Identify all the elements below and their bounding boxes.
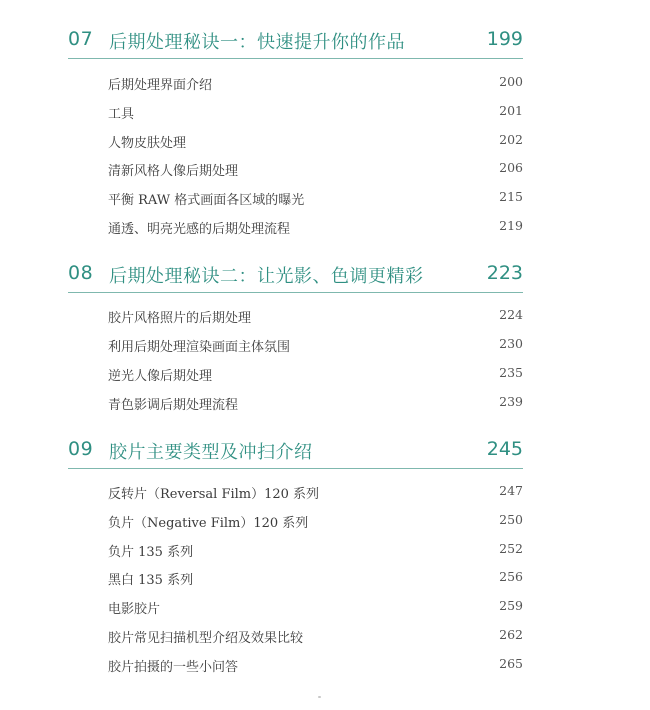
toc-entry-title: 负片（Negative Film）120 系列 (108, 516, 309, 531)
chapter-page-number: 223 (486, 262, 523, 284)
toc-entry[interactable] (108, 160, 523, 180)
chapter-title: 胶片主要类型及冲扫介绍 (109, 442, 313, 463)
toc-entry[interactable] (108, 218, 523, 238)
chapter-title: 后期处理秘诀二：让光影、色调更精彩 (109, 266, 424, 287)
toc-entry-page: 202 (499, 132, 523, 147)
toc-entry[interactable] (108, 394, 523, 414)
toc-entry-page: 265 (499, 656, 523, 671)
toc-entry-page: 200 (499, 74, 523, 89)
toc-entry-title: 负片 135 系列 (108, 545, 194, 560)
toc-entry-page: 250 (499, 512, 523, 527)
toc-entry-title: 逆光人像后期处理 (108, 369, 213, 384)
chapter-page-number: 245 (486, 438, 523, 460)
toc-entry[interactable] (108, 569, 523, 589)
toc-entry-page: 201 (499, 103, 523, 118)
toc-entry-title: 胶片风格照片的后期处理 (108, 311, 252, 326)
chapter-header[interactable] (68, 258, 523, 293)
toc-entry-title: 胶片常见扫描机型介绍及效果比较 (108, 631, 304, 646)
toc-entry-page: 256 (499, 569, 523, 584)
chapter-title: 后期处理秘诀一：快速提升你的作品 (109, 32, 405, 53)
toc-entry[interactable] (108, 74, 523, 94)
toc-entry[interactable] (108, 189, 523, 209)
toc-entry[interactable] (108, 365, 523, 385)
toc-entry-page: 239 (499, 394, 523, 409)
toc-entry-title: 人物皮肤处理 (108, 136, 187, 151)
toc-entry-title: 青色影调后期处理流程 (108, 398, 239, 413)
chapter-header[interactable] (68, 434, 523, 469)
toc-entry-page: 230 (499, 336, 523, 351)
toc-entry-title: 清新风格人像后期处理 (108, 164, 239, 179)
toc-entry-title: 电影胶片 (108, 602, 161, 617)
toc-entry[interactable] (108, 103, 523, 123)
toc-entry-page: 206 (499, 160, 523, 175)
toc-entry-page: 262 (499, 627, 523, 642)
toc-entry[interactable] (108, 656, 523, 676)
toc-entry-page: 235 (499, 365, 523, 380)
toc-entry-page: 219 (499, 218, 523, 233)
toc-entry[interactable] (108, 132, 523, 152)
toc-entry-title: 利用后期处理渲染画面主体氛围 (108, 340, 291, 355)
toc-entry[interactable] (108, 627, 523, 647)
chapter-number: 08 (68, 262, 94, 284)
toc-entry[interactable] (108, 541, 523, 561)
toc-entry-title: 后期处理界面介绍 (108, 78, 213, 93)
toc-entry-title: 平衡 RAW 格式画面各区域的曝光 (108, 193, 305, 208)
toc-entry-page: 215 (499, 189, 523, 204)
toc-entry[interactable] (108, 598, 523, 618)
chapter-number: 09 (68, 438, 94, 460)
toc-entry-title: 通透、明亮光感的后期处理流程 (108, 222, 291, 237)
toc-entry-page: 247 (499, 483, 523, 498)
toc-entry-page: 252 (499, 541, 523, 556)
toc-entry[interactable] (108, 512, 523, 532)
chapter-number: 07 (68, 28, 94, 50)
toc-entry[interactable] (108, 336, 523, 356)
toc-entry-title: 反转片（Reversal Film）120 系列 (108, 487, 320, 502)
toc-entry-title: 胶片拍摄的一些小问答 (108, 660, 239, 675)
toc-entry-title: 工具 (108, 107, 135, 122)
chapter-page-number: 199 (486, 28, 523, 50)
toc-entry[interactable] (108, 483, 523, 503)
toc-entry[interactable] (108, 307, 523, 327)
toc-entry-page: 259 (499, 598, 523, 613)
toc-entry-title: 黑白 135 系列 (108, 573, 194, 588)
page-mark (318, 696, 321, 698)
toc-entry-page: 224 (499, 307, 523, 322)
chapter-header[interactable] (68, 24, 523, 59)
